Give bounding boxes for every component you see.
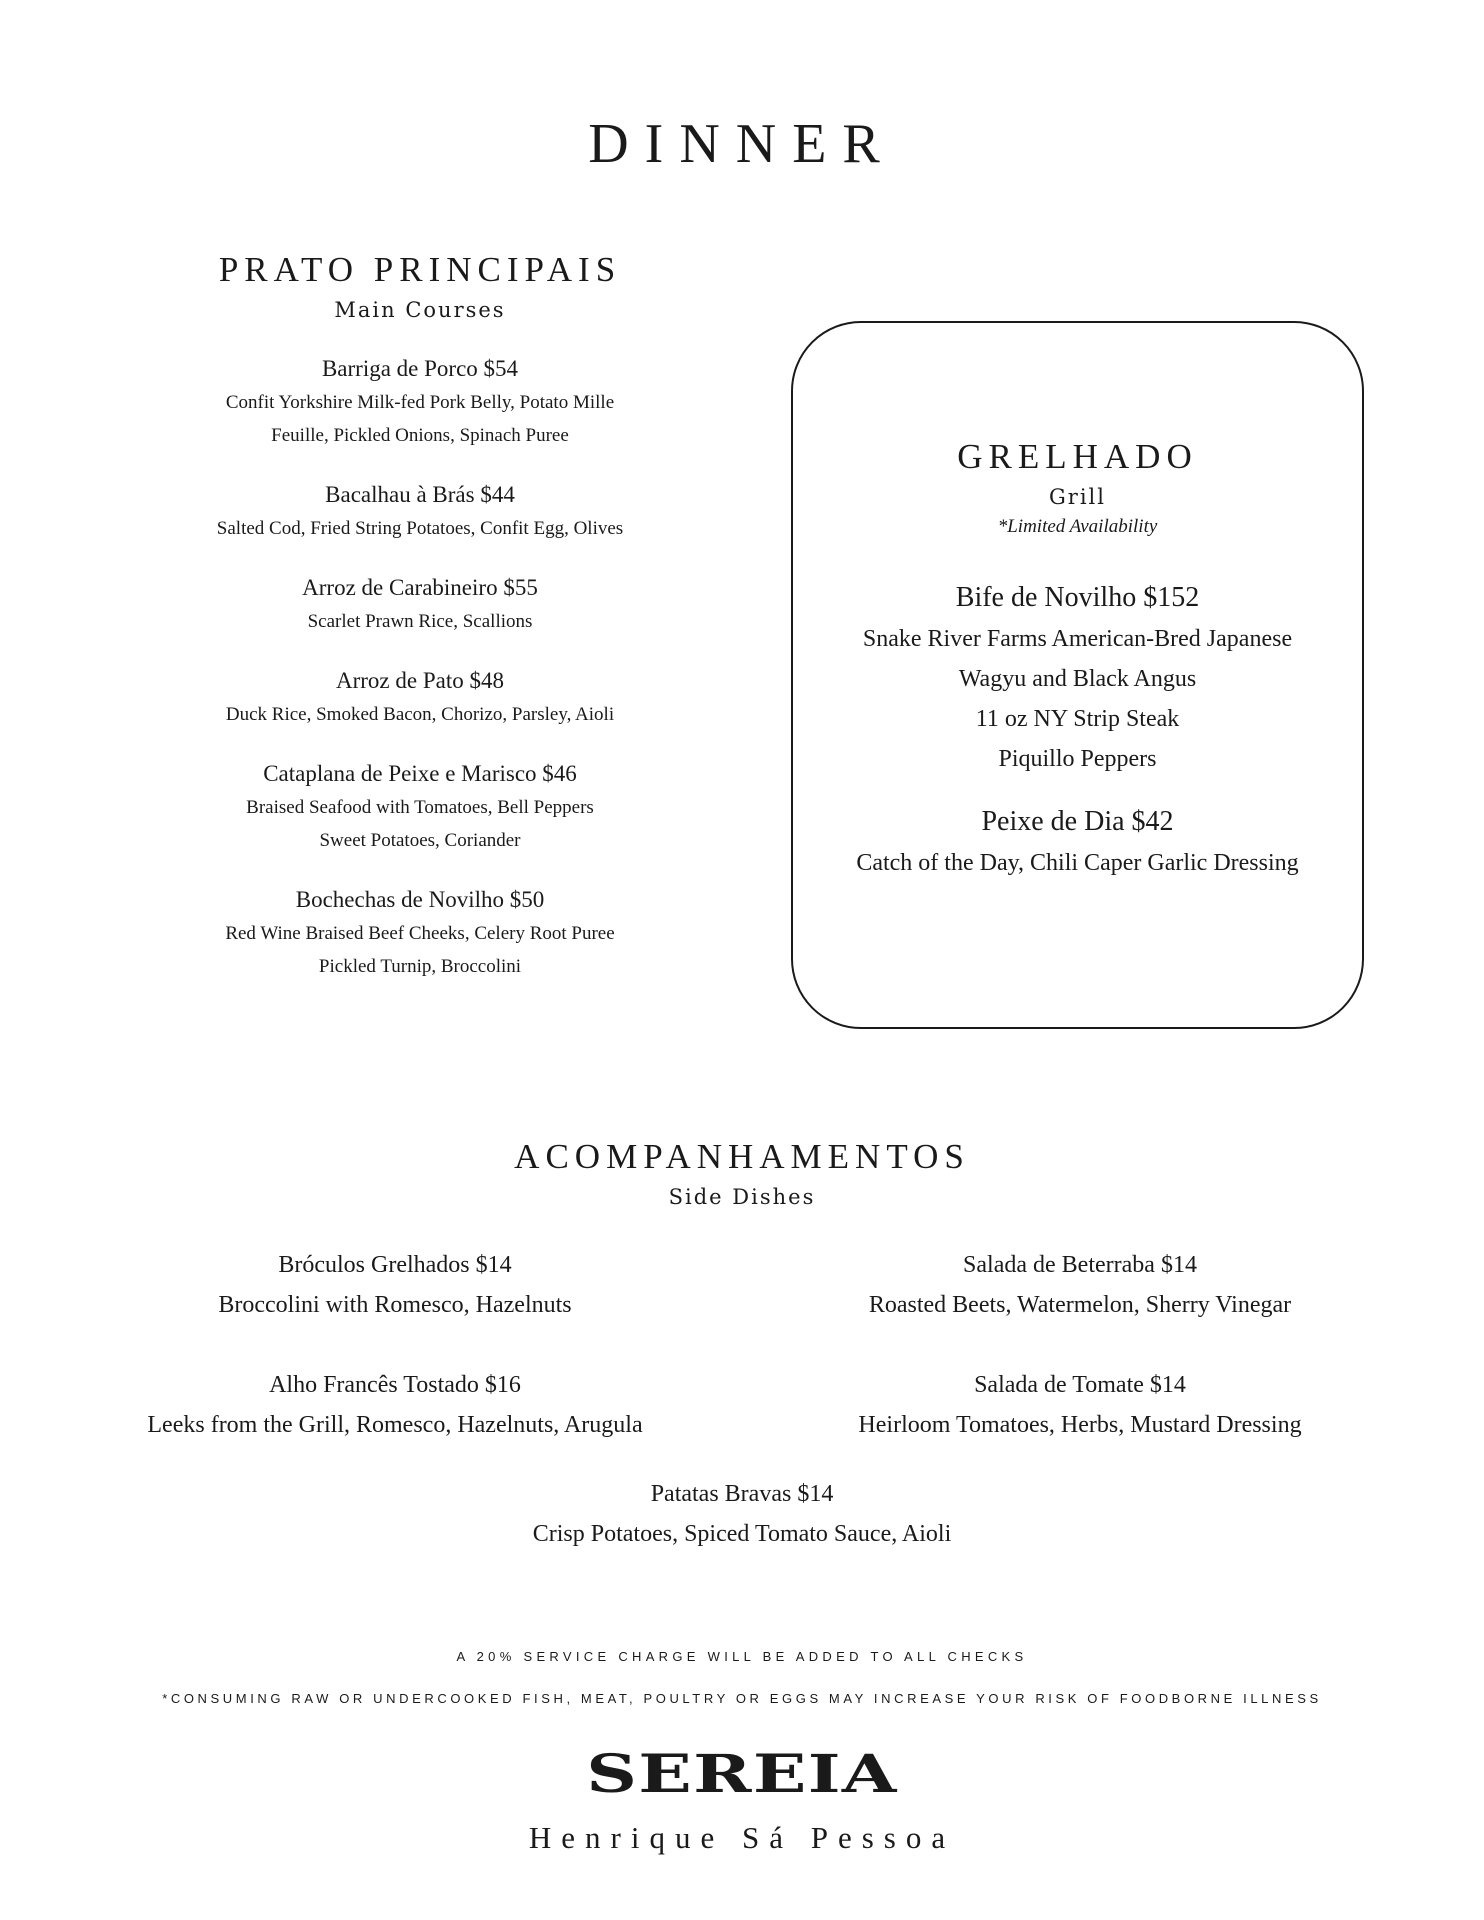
menu-item-desc: Confit Yorkshire Milk-fed Pork Belly, Potato Mille [225, 392, 615, 413]
side-item-name: Alho Francês Tostado $16 [269, 1372, 521, 1398]
side-item-desc: Broccolini with Romesco, Hazelnuts [218, 1292, 572, 1318]
menu-item-desc: Feuille, Pickled Onions, Spinach Puree [271, 425, 569, 446]
grill-item-desc: Piquillo Peppers [998, 746, 1157, 772]
side-item-name: Salada de Tomate $14 [974, 1372, 1186, 1398]
main-courses-section [145, 246, 695, 983]
menu-item-name: Barriga de Porco $54 [321, 356, 519, 381]
main-courses-title: PRATO PRINCIPAIS [218, 250, 622, 289]
side-item [770, 1245, 1390, 1325]
menu-item-desc: Scarlet Prawn Rice, Scallions [307, 611, 533, 632]
grill-note: *Limited Availability [997, 516, 1158, 537]
grill-item-desc: Catch of the Day, Chili Caper Garlic Dressing [856, 850, 1299, 876]
menu-item-name: Bacalhau à Brás $44 [325, 482, 515, 507]
service-charge-notice: A 20% SERVICE CHARGE WILL BE ADDED TO ALL CHECKS [456, 1649, 1028, 1664]
grill-item-desc: Snake River Farms American-Bred Japanese [862, 626, 1293, 652]
grill-item-name: Bife de Novilho $152 [955, 582, 1200, 613]
sides-subtitle: Side Dishes [668, 1185, 816, 1209]
menu-item-desc: Salted Cod, Fried String Potatoes, Confit Egg, Olives [216, 518, 624, 539]
side-item-desc: Roasted Beets, Watermelon, Sherry Vinegar [868, 1292, 1292, 1318]
side-item [100, 1245, 690, 1325]
menu-item-name: Bochechas de Novilho $50 [295, 887, 545, 912]
menu-item-name: Cataplana de Peixe e Marisco $46 [263, 761, 577, 786]
side-item-desc: Crisp Potatoes, Spiced Tomato Sauce, Aioli [532, 1521, 952, 1547]
side-item-name: Patatas Bravas $14 [650, 1481, 834, 1507]
side-item [770, 1365, 1390, 1445]
menu-item-desc: Red Wine Braised Beef Cheeks, Celery Root Puree [225, 923, 615, 944]
grill-item [793, 577, 1362, 779]
grill-title: GRELHADO [957, 437, 1198, 476]
page-title: DINNER [588, 113, 896, 175]
menu-item [145, 571, 695, 638]
menu-item [145, 883, 695, 983]
grill-item-desc: Wagyu and Black Angus [958, 666, 1197, 692]
sides-header [0, 1133, 1484, 1213]
menu-item-name: Arroz de Pato $48 [336, 668, 504, 693]
grill-box [791, 321, 1364, 1029]
side-item [442, 1474, 1042, 1554]
menu-item-desc: Duck Rice, Smoked Bacon, Chorizo, Parsley, Aioli [225, 704, 615, 725]
side-item-desc: Leeks from the Grill, Romesco, Hazelnuts, Arugula [147, 1412, 643, 1438]
menu-item-desc: Sweet Potatoes, Coriander [319, 830, 521, 851]
menu-item [145, 664, 695, 731]
menu-item [145, 352, 695, 452]
menu-item-desc: Pickled Turnip, Broccolini [318, 956, 522, 977]
chef-name: Henrique Sá Pessoa [528, 1820, 956, 1855]
grill-item-name: Peixe de Dia $42 [981, 806, 1174, 837]
grill-item [793, 801, 1362, 883]
main-courses-subtitle: Main Courses [334, 298, 506, 322]
sereia-logo: SEREIA [586, 1744, 898, 1805]
sides-title: ACOMPANHAMENTOS [514, 1137, 970, 1176]
menu-item [145, 757, 695, 857]
raw-food-notice: *CONSUMING RAW OR UNDERCOOKED FISH, MEAT, POULTRY OR EGGS MAY INCREASE YOUR RISK OF FOODBORNE ILLNESS [162, 1691, 1322, 1706]
grill-subtitle: Grill [1049, 485, 1106, 509]
side-item [80, 1365, 710, 1445]
grill-item-desc: 11 oz NY Strip Steak [975, 706, 1180, 732]
side-item-desc: Heirloom Tomatoes, Herbs, Mustard Dressing [858, 1412, 1302, 1438]
side-item-name: Bróculos Grelhados $14 [278, 1252, 512, 1278]
side-item-name: Salada de Beterraba $14 [963, 1252, 1197, 1278]
menu-item-name: Arroz de Carabineiro $55 [302, 575, 538, 600]
menu-item [145, 478, 695, 545]
menu-item-desc: Braised Seafood with Tomatoes, Bell Peppers [246, 797, 594, 818]
